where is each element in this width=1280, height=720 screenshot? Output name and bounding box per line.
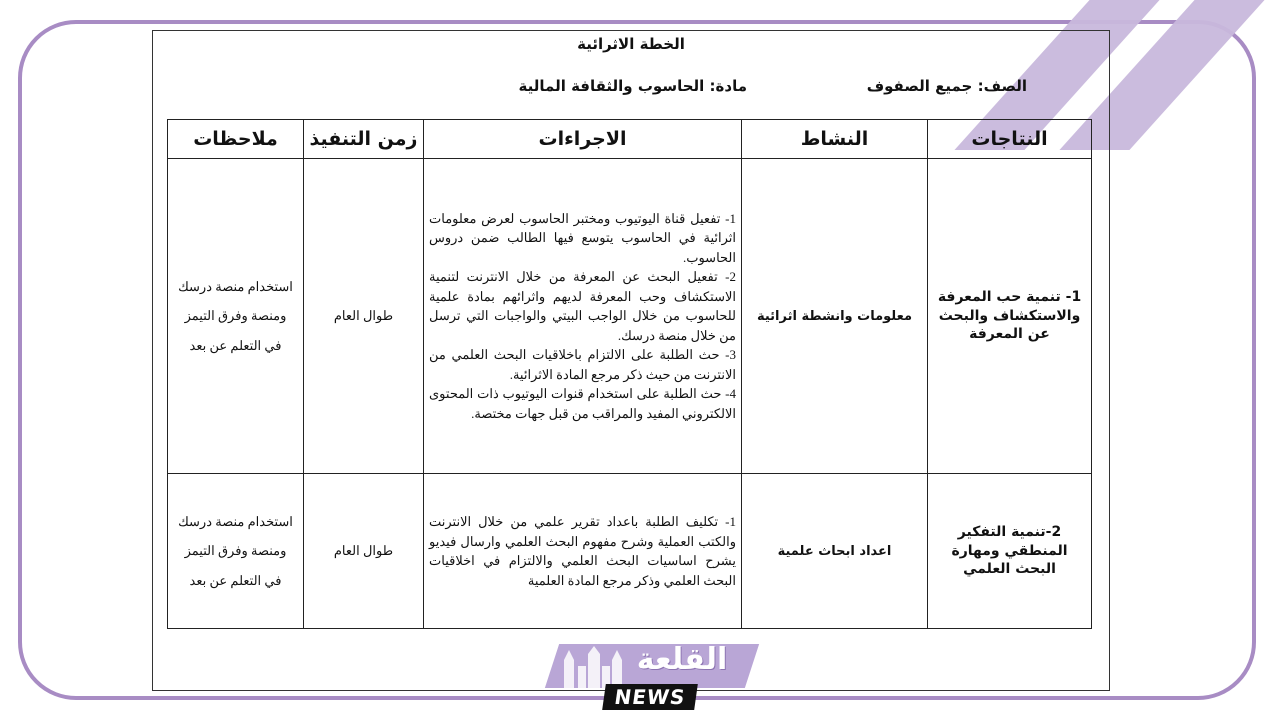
procedure-item: 3- حث الطلبة على الالتزام باخلاقيات البحث العلمي من الانترنت من حيث ذكر مرجع المادة الاثرائية. bbox=[429, 347, 736, 382]
procedure-item: 4- حث الطلبة على استخدام قنوات اليوتيوب ذات المحتوى الالكتروني المفيد والمراقب من قبل جهات مختصة. bbox=[429, 386, 736, 421]
note-item: ومنصة وفرق التيمز bbox=[184, 308, 287, 324]
logo-news-tag: NEWS bbox=[602, 684, 698, 710]
logo-name: القلعة bbox=[636, 642, 728, 677]
procedure-item: 1- تكليف الطلبة باعداد تقرير علمي من خلال الانترنت والكتب العملية وشرح مفهوم البحث العلمي وارسال فيديو يشرح اساسيات البحث العلمي والالتزام في اخلاقيات البحث العلمي وذكر مرجع المادة العلمية bbox=[429, 514, 736, 588]
outcome-cell: 1- تنمية حب المعرفة والاستكشاف والبحث عن المعرفة bbox=[928, 159, 1092, 474]
table-header-row bbox=[168, 120, 1092, 159]
procedure-item: 1- تفعيل قناة اليوتيوب ومختبر الحاسوب لعرض معلومات اثرائية في الحاسوب يتوسع فيها الطالب ضمن دروس الحاسوب. bbox=[429, 210, 736, 265]
document-title: الخطة الاثرائية bbox=[577, 35, 685, 53]
header-activity: النشاط bbox=[742, 120, 928, 159]
procedures-cell bbox=[424, 159, 742, 474]
activity-cell: معلومات وانشطة اثرائية bbox=[742, 159, 928, 474]
notes-cell bbox=[168, 159, 304, 474]
grade-line: الصف: جميع الصفوف bbox=[866, 77, 1027, 95]
site-logo bbox=[548, 640, 760, 714]
notes-cell bbox=[168, 474, 304, 629]
note-item: استخدام منصة درسك bbox=[178, 278, 293, 294]
note-item: استخدام منصة درسك bbox=[178, 513, 293, 529]
note-item: في التعلم عن بعد bbox=[189, 337, 282, 353]
header-time: زمن التنفيذ bbox=[304, 120, 424, 159]
procedures-cell bbox=[424, 474, 742, 629]
plan-table bbox=[167, 119, 1092, 629]
procedure-item: 2- تفعيل البحث عن المعرفة من خلال الانترنت لتنمية الاستكشاف وحب المعرفة لديهم واثرائهم بمادة علمية للحاسوب من خلال الواجب البيتي والواجبات التي ترسل من خلال منصة درسك. bbox=[429, 269, 736, 343]
table-row bbox=[168, 159, 1092, 474]
note-item: ومنصة وفرق التيمز bbox=[184, 543, 287, 559]
castle-icon bbox=[560, 646, 626, 688]
document-page bbox=[152, 30, 1110, 691]
time-cell: طوال العام bbox=[304, 159, 424, 474]
header-notes: ملاحظات bbox=[168, 120, 304, 159]
header-outcomes: النتاجات bbox=[928, 120, 1092, 159]
subject-line: مادة: الحاسوب والثقافة المالية bbox=[518, 77, 747, 95]
header-procedures: الاجراءات bbox=[424, 120, 742, 159]
note-item: في التعلم عن بعد bbox=[189, 572, 282, 588]
outcome-cell: 2-تنمية التفكير المنطقي ومهارة البحث العلمي bbox=[928, 474, 1092, 629]
table-row bbox=[168, 474, 1092, 629]
activity-cell: اعداد ابحاث علمية bbox=[742, 474, 928, 629]
time-cell: طوال العام bbox=[304, 474, 424, 629]
